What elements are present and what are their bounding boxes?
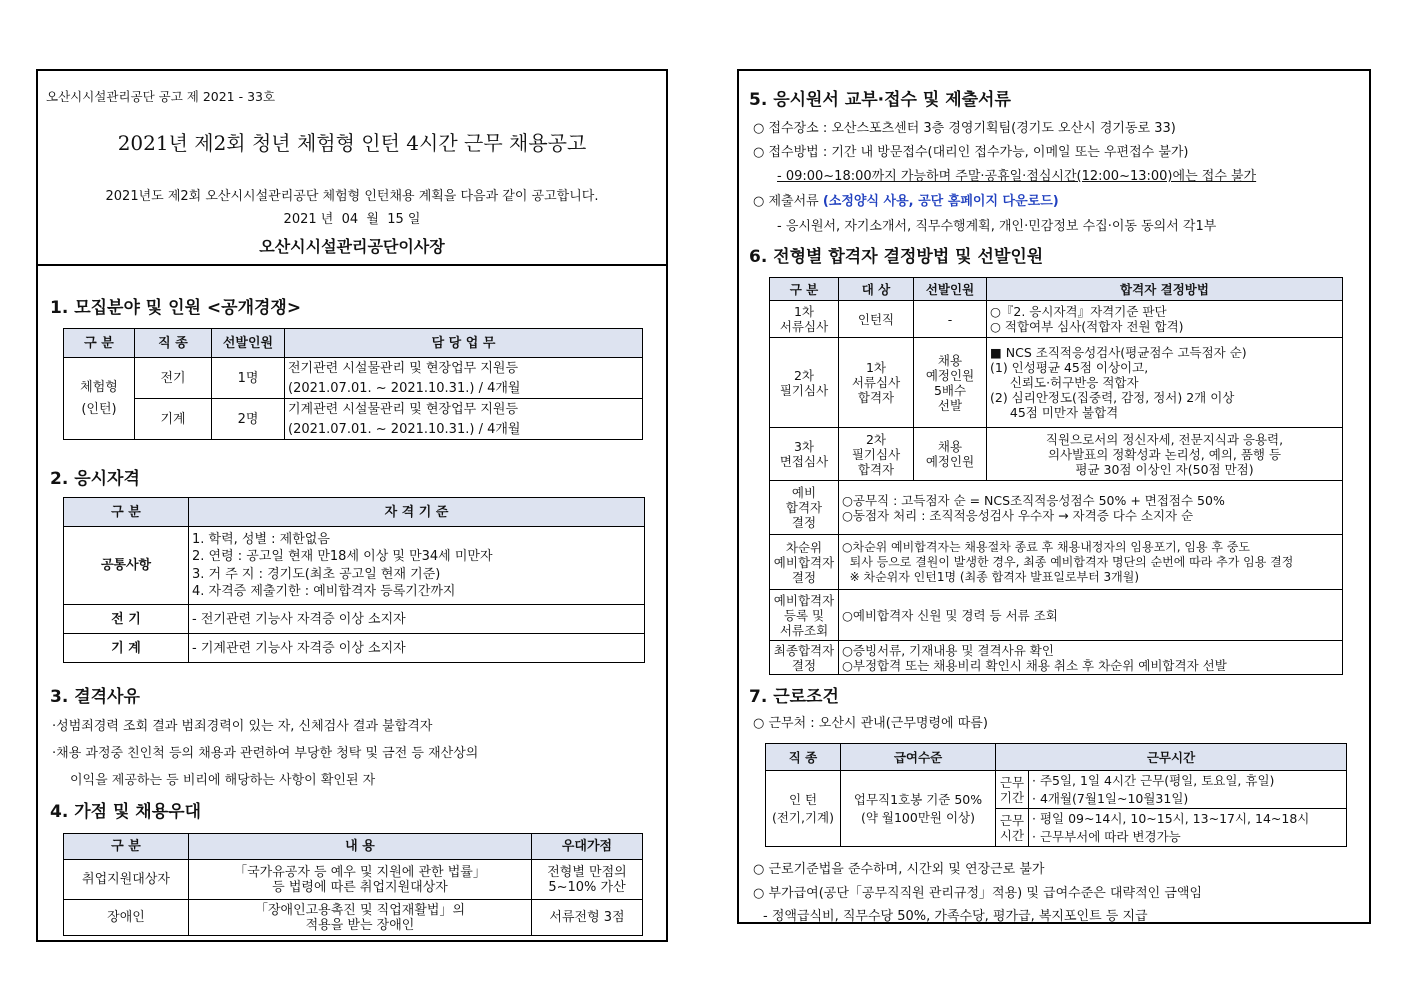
work-note: ○ 부가급여(공단「공무직직원 관리규정」적용) 및 급여수준은 대략적인 금액임	[753, 886, 1203, 901]
stage-cell: 최종합격자 결정	[770, 641, 839, 675]
period-label: 근무 기간	[996, 771, 1029, 809]
method-cell	[839, 535, 1343, 590]
selection-table	[769, 277, 1343, 675]
group-cell: 체험형 (인턴)	[64, 358, 135, 440]
docs-line	[753, 190, 1059, 209]
workplace: ○ 근무처 : 오산시 관내(근무명령에 따름)	[753, 716, 988, 731]
count-cell: 채용 예정인원 5배수 선발	[914, 338, 987, 428]
method-line: ○차순위 예비합격자는 채용절차 종료 후 채용내정자의 임용포기, 임용 후 중도	[842, 539, 1250, 554]
right-panel	[737, 69, 1371, 924]
header-divider	[38, 264, 666, 266]
pref-content	[189, 860, 532, 900]
count-cell: -	[914, 301, 987, 338]
pref-points: 서류전형 3점	[532, 900, 643, 936]
method-cell	[987, 428, 1343, 481]
content-line: 등 법령에 따른 취업지원대상자	[272, 879, 448, 895]
method-line: ※ 차순위자 인턴1명 (최종 합격자 발표일로부터 3개월)	[842, 569, 1140, 584]
issuer: 오산시시설관리공단이사장	[259, 237, 445, 256]
stage-cell: 1차 서류심사	[770, 301, 839, 338]
headcount: 1명	[212, 358, 285, 399]
mech-text: - 기계관련 기능사 자격증 이상 소지자	[189, 634, 645, 663]
docs-label: ○ 제출서류	[753, 194, 823, 209]
col-header: 선발인원	[914, 278, 987, 301]
points-line: 전형별 만점의	[547, 864, 627, 880]
method-line: 신뢰도·허구반응 적합자	[990, 375, 1139, 390]
content-line: 「국가유공자 등 예우 및 지원에 관한 법률」	[234, 864, 486, 880]
col-header: 직 종	[135, 329, 212, 358]
section2-title: 2. 응시자격	[50, 469, 140, 489]
duty-line: 전기관련 시설물관리 및 현장업무 지원등	[288, 360, 519, 376]
hours-cell	[1029, 809, 1347, 847]
col-header: 직 종	[766, 744, 841, 771]
pref-category: 장애인	[64, 900, 189, 936]
duty-line: (2021.07.01. ~ 2021.10.31.) / 4개월	[288, 421, 521, 437]
method-line: ○『2. 응시자격』자격기준 판단	[990, 304, 1167, 319]
common-items	[189, 527, 645, 605]
method-line: 의사발표의 정확성과 논리성, 예의, 품행 등	[1047, 446, 1282, 462]
disqual-line: 이익을 제공하는 등 비리에 해당하는 사항이 확인된 자	[70, 773, 376, 788]
section3-title: 3. 결격사유	[50, 687, 140, 707]
hours-label: 근무 시간	[996, 809, 1029, 847]
method-line: (1) 인성평균 45점 이상이고,	[990, 360, 1149, 375]
hours-line: · 근무부서에 따라 변경가능	[1032, 828, 1181, 844]
section7-title: 7. 근로조건	[749, 687, 839, 707]
pref-points	[532, 860, 643, 900]
method-line: ○공무직 : 고득점자 순 = NCS조직적응성점수 50% + 면접점수 50%	[842, 492, 1225, 508]
preference-table	[63, 833, 643, 936]
method-line: 퇴사 등으로 결원이 발생한 경우, 최종 예비합격자 명단의 순번에 따라 추가 임용 결정	[842, 554, 1294, 569]
col-header: 담 당 업 무	[285, 329, 643, 358]
duty-cell	[285, 358, 643, 399]
count-cell: 채용 예정인원	[914, 428, 987, 481]
qualification-table	[63, 497, 645, 663]
receipt-time-note: - 09:00~18:00까지 가능하며 주말·공휴일·점심시간(12:00~13:00)에는 접수 불가	[777, 169, 1257, 184]
method-cell	[987, 301, 1343, 338]
pay-line: 업무직1호봉 기준 50%	[853, 791, 983, 807]
col-header: 근무시간	[996, 744, 1347, 771]
recruit-table	[63, 328, 643, 440]
work-table	[765, 743, 1347, 847]
section5-title: 5. 응시원서 교부·접수 및 제출서류	[749, 90, 1011, 110]
common-label: 공통사항	[64, 527, 189, 605]
section4-title: 4. 가점 및 채용우대	[50, 802, 201, 822]
stage-cell: 3차 면접심사	[770, 428, 839, 481]
headcount: 2명	[212, 399, 285, 440]
period-cell	[1029, 771, 1347, 809]
hours-line: · 평일 09~14시, 10~15시, 13~17시, 14~18시	[1032, 810, 1310, 826]
col-header: 구 분	[64, 498, 189, 527]
col-header: 구 분	[64, 329, 135, 358]
method-line: ○증빙서류, 기재내용 및 결격사유 확인	[842, 642, 1054, 658]
col-header: 대 상	[839, 278, 914, 301]
receipt-place: ○ 접수장소 : 오산스포츠센터 3층 경영기획팀(경기도 오산시 경기동로 33)	[753, 121, 1176, 136]
mech-label: 기 계	[64, 634, 189, 663]
elec-text: - 전기관련 기능사 자격증 이상 소지자	[189, 605, 645, 634]
job-type: 기계	[135, 399, 212, 440]
pref-category: 취업지원대상자	[64, 860, 189, 900]
intro-text: 2021년도 제2회 오산시시설관리공단 체험형 인턴채용 계획을 다음과 같이 공고합니다.	[105, 189, 599, 204]
method-cell	[839, 641, 1343, 675]
col-header: 구 분	[64, 834, 189, 860]
receipt-method: ○ 접수방법 : 기간 내 방문접수(대리인 접수가능, 이메일 또는 우편접수 불가)	[753, 145, 1189, 160]
notice-number: 오산시시설관리공단 공고 제 2021 - 33호	[46, 89, 276, 104]
duty-line: 기계관련 시설물관리 및 현장업무 지원등	[288, 401, 519, 417]
col-header: 합격자 결정방법	[987, 278, 1343, 301]
method-cell: ○예비합격자 신원 및 경력 등 서류 조회	[839, 590, 1343, 641]
left-panel	[36, 69, 668, 942]
qualification-item: 3. 거 주 지 : 경기도(최초 공고일 현재 기준)	[192, 566, 441, 582]
pay-line: (약 월100만원 이상)	[860, 809, 975, 825]
disqual-line: ·성범죄경력 조회 결과 범죄경력이 있는 자, 신체검사 결과 불합격자	[52, 719, 433, 734]
col-header: 구 분	[770, 278, 839, 301]
method-line: (2) 심리안정도(집중력, 감정, 정서) 2개 이상	[990, 390, 1235, 405]
method-line: ○동점자 처리 : 조직적응성검사 우수자 → 자격증 다수 소지자 순	[842, 507, 1194, 523]
qualification-item: 4. 자격증 제출기한 : 예비합격자 등록기간까지	[192, 584, 456, 599]
section1-title: 1. 모집분야 및 인원 <공개경쟁>	[50, 298, 302, 318]
col-header: 선발인원	[212, 329, 285, 358]
pay-cell	[841, 771, 996, 847]
col-header: 내 용	[189, 834, 532, 860]
method-line: ■ NCS 조직적응성검사(평균점수 고득점자 순)	[990, 345, 1247, 360]
stage-cell: 예비합격자 등록 및 서류조회	[770, 590, 839, 641]
job-type: 전기	[135, 358, 212, 399]
pref-content	[189, 900, 532, 936]
duty-cell	[285, 399, 643, 440]
method-line: 45점 미만자 불합격	[990, 405, 1119, 420]
section6-title: 6. 전형별 합격자 결정방법 및 선발인원	[749, 247, 1044, 267]
job-cell: 인 턴 (전기,기계)	[766, 771, 841, 847]
points-line: 5~10% 가산	[548, 879, 626, 895]
stage-cell: 예비 합격자 결정	[770, 481, 839, 535]
work-note: ○ 근로기준법을 준수하며, 시간외 및 연장근로 불가	[753, 862, 1045, 877]
elec-label: 전 기	[64, 605, 189, 634]
docs-emphasis: (소정양식 사용, 공단 홈페이지 다운로드)	[822, 194, 1059, 209]
disqual-line: ·채용 과정중 친인척 등의 채용과 관련하여 부당한 청탁 및 금전 등 재산상의	[52, 746, 479, 761]
docs-list: - 응시원서, 자기소개서, 직무수행계획, 개인·민감정보 수집·이동 동의서 각1부	[777, 219, 1217, 234]
target-cell: 1차 서류심사 합격자	[839, 338, 914, 428]
method-line: 평균 30점 이상인 자(50점 만점)	[1075, 461, 1254, 477]
target-cell: 인턴직	[839, 301, 914, 338]
method-line: 직원으로서의 정신자세, 전문지식과 응용력,	[1045, 431, 1284, 447]
notice-date: 2021 년 04 월 15 일	[283, 212, 421, 227]
stage-cell: 2차 필기심사	[770, 338, 839, 428]
qualification-item: 1. 학력, 성별 : 제한없음	[192, 531, 330, 547]
content-line: 「장애인고용촉진 및 직업재활법」의	[254, 902, 466, 918]
method-cell	[839, 481, 1343, 535]
method-line: ○부정합격 또는 채용비리 확인시 채용 취소 후 차순위 예비합격자 선발	[842, 657, 1227, 673]
col-header: 우대가점	[532, 834, 643, 860]
period-line: · 4개월(7월1일~10월31일)	[1032, 790, 1189, 806]
page-title: 2021년 제2회 청년 체험형 인턴 4시간 근무 채용공고	[117, 131, 587, 155]
stage-cell: 차순위 예비합격자 결정	[770, 535, 839, 590]
col-header: 자 격 기 준	[189, 498, 645, 527]
target-cell: 2차 필기심사 합격자	[839, 428, 914, 481]
method-cell	[987, 338, 1343, 428]
col-header: 급여수준	[841, 744, 996, 771]
period-line: · 주5일, 1일 4시간 근무(평일, 토요일, 휴일)	[1032, 772, 1275, 788]
duty-line: (2021.07.01. ~ 2021.10.31.) / 4개월	[288, 380, 521, 396]
work-note: - 정액급식비, 직무수당 50%, 가족수당, 평가급, 복지포인트 등 지급	[763, 909, 1148, 924]
method-line: ○ 적합여부 심사(적합자 전원 합격)	[990, 319, 1184, 334]
content-line: 적용을 받는 장애인	[305, 917, 415, 933]
qualification-item: 2. 연령 : 공고일 현재 만18세 이상 및 만34세 미만자	[192, 549, 493, 564]
